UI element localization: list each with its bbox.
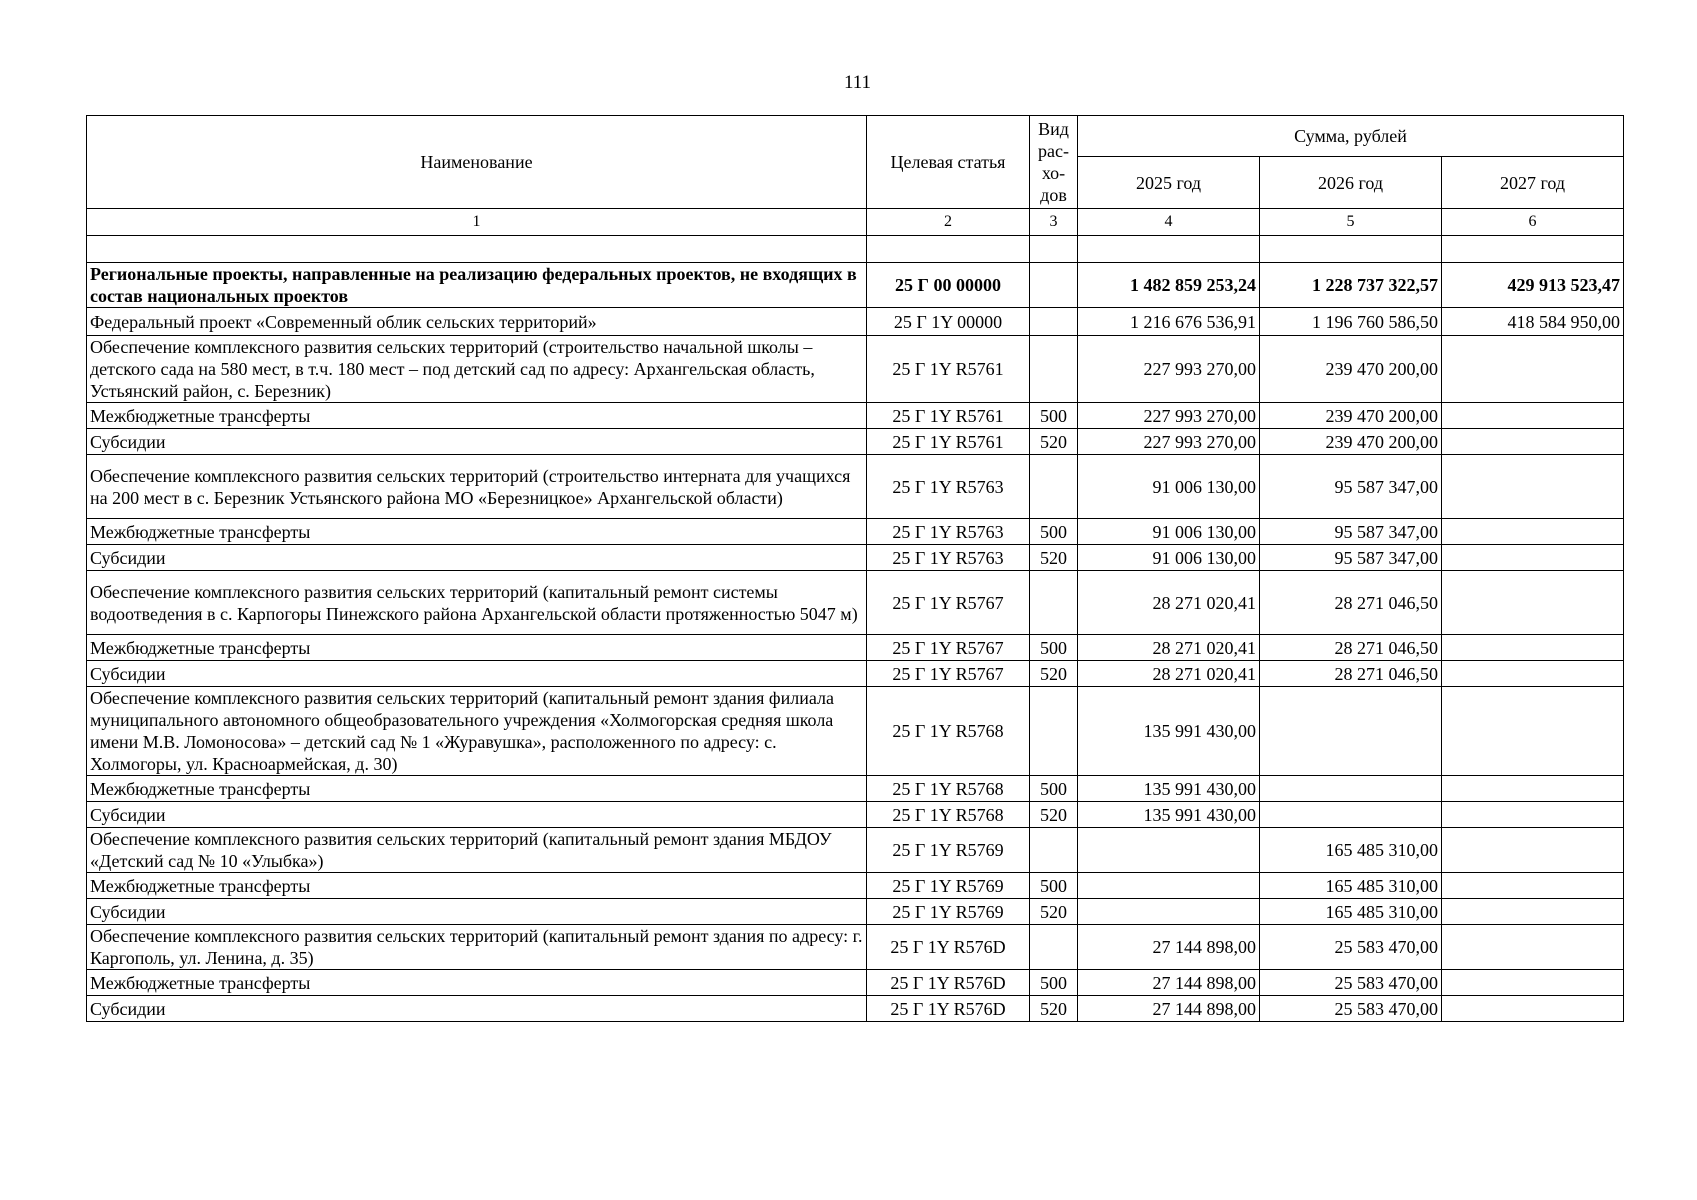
row-expense-type: 500 bbox=[1030, 970, 1078, 996]
row-target-article: 25 Г 1Y R5769 bbox=[867, 873, 1030, 899]
row-sum-2026: 239 470 200,00 bbox=[1260, 336, 1442, 403]
row-sum-2025: 27 144 898,00 bbox=[1078, 996, 1260, 1022]
row-sum-2027 bbox=[1442, 429, 1624, 455]
row-expense-type: 520 bbox=[1030, 802, 1078, 828]
budget-table bbox=[86, 115, 1624, 1022]
row-name: Субсидии bbox=[87, 545, 867, 571]
row-expense-type: 520 bbox=[1030, 661, 1078, 687]
row-sum-2025: 1 216 676 536,91 bbox=[1078, 308, 1260, 336]
table-row bbox=[87, 802, 1624, 828]
row-target-article: 25 Г 1Y R5763 bbox=[867, 545, 1030, 571]
row-name: Межбюджетные трансферты bbox=[87, 776, 867, 802]
row-expense-type bbox=[1030, 687, 1078, 776]
row-expense-type bbox=[1030, 455, 1078, 519]
row-target-article: 25 Г 1Y R5761 bbox=[867, 403, 1030, 429]
row-sum-2027 bbox=[1442, 571, 1624, 635]
row-expense-type bbox=[1030, 571, 1078, 635]
row-name: Обеспечение комплексного развития сельских территорий (капитальный ремонт здания по адресу: г. Каргополь, ул. Ленина, д. 35) bbox=[87, 925, 867, 970]
row-sum-2027 bbox=[1442, 455, 1624, 519]
row-sum-2025: 91 006 130,00 bbox=[1078, 455, 1260, 519]
row-sum-2027 bbox=[1442, 635, 1624, 661]
row-name: Межбюджетные трансферты bbox=[87, 970, 867, 996]
row-expense-type: 500 bbox=[1030, 873, 1078, 899]
row-sum-2026: 165 485 310,00 bbox=[1260, 873, 1442, 899]
row-sum-2026: 239 470 200,00 bbox=[1260, 429, 1442, 455]
table-row bbox=[87, 661, 1624, 687]
blank-cell bbox=[1442, 236, 1624, 263]
row-sum-2026: 28 271 046,50 bbox=[1260, 661, 1442, 687]
blank-cell bbox=[87, 236, 867, 263]
row-expense-type: 520 bbox=[1030, 996, 1078, 1022]
row-target-article: 25 Г 1Y R576D bbox=[867, 996, 1030, 1022]
row-sum-2026 bbox=[1260, 687, 1442, 776]
row-name: Субсидии bbox=[87, 996, 867, 1022]
row-target-article: 25 Г 1Y R5769 bbox=[867, 828, 1030, 873]
row-name: Федеральный проект «Современный облик сельских территорий» bbox=[87, 308, 867, 336]
row-name: Межбюджетные трансферты bbox=[87, 403, 867, 429]
row-expense-type bbox=[1030, 828, 1078, 873]
row-sum-2025: 27 144 898,00 bbox=[1078, 970, 1260, 996]
row-expense-type bbox=[1030, 263, 1078, 308]
row-sum-2026 bbox=[1260, 802, 1442, 828]
row-expense-type: 500 bbox=[1030, 519, 1078, 545]
table-row bbox=[87, 308, 1624, 336]
row-name: Субсидии bbox=[87, 802, 867, 828]
row-sum-2025 bbox=[1078, 873, 1260, 899]
header-target-article: Целевая статья bbox=[867, 116, 1030, 209]
table-row bbox=[87, 571, 1624, 635]
table-body bbox=[87, 263, 1624, 1022]
row-expense-type bbox=[1030, 308, 1078, 336]
row-sum-2027 bbox=[1442, 519, 1624, 545]
row-sum-2025: 227 993 270,00 bbox=[1078, 336, 1260, 403]
row-sum-2026: 95 587 347,00 bbox=[1260, 545, 1442, 571]
row-sum-2026: 95 587 347,00 bbox=[1260, 519, 1442, 545]
column-number: 1 bbox=[87, 209, 867, 236]
column-number: 6 bbox=[1442, 209, 1624, 236]
row-sum-2025: 135 991 430,00 bbox=[1078, 802, 1260, 828]
blank-cell bbox=[1260, 236, 1442, 263]
row-name: Обеспечение комплексного развития сельских территорий (строительство интерната для учащихся на 200 мест в с. Березник Устьянского района МО «Березницкое» Архангельской области) bbox=[87, 455, 867, 519]
row-name: Субсидии bbox=[87, 899, 867, 925]
row-sum-2025: 91 006 130,00 bbox=[1078, 545, 1260, 571]
row-sum-2027 bbox=[1442, 776, 1624, 802]
row-target-article: 25 Г 1Y R5767 bbox=[867, 635, 1030, 661]
blank-cell bbox=[1078, 236, 1260, 263]
row-sum-2026: 1 196 760 586,50 bbox=[1260, 308, 1442, 336]
table-row bbox=[87, 687, 1624, 776]
row-target-article: 25 Г 1Y 00000 bbox=[867, 308, 1030, 336]
row-name: Межбюджетные трансферты bbox=[87, 635, 867, 661]
row-sum-2027 bbox=[1442, 336, 1624, 403]
row-name: Обеспечение комплексного развития сельских территорий (капитальный ремонт здания МБДОУ «Детский сад № 10 «Улыбка») bbox=[87, 828, 867, 873]
blank-cell bbox=[867, 236, 1030, 263]
page-number: 111 bbox=[843, 72, 872, 93]
row-sum-2026: 165 485 310,00 bbox=[1260, 828, 1442, 873]
row-target-article: 25 Г 1Y R5768 bbox=[867, 687, 1030, 776]
row-target-article: 25 Г 1Y R5769 bbox=[867, 899, 1030, 925]
row-expense-type: 500 bbox=[1030, 403, 1078, 429]
row-sum-2027 bbox=[1442, 873, 1624, 899]
header-year-2026: 2026 год bbox=[1260, 157, 1442, 209]
row-target-article: 25 Г 1Y R5763 bbox=[867, 455, 1030, 519]
row-sum-2026: 25 583 470,00 bbox=[1260, 970, 1442, 996]
header-year-2027: 2027 год bbox=[1442, 157, 1624, 209]
row-sum-2025: 135 991 430,00 bbox=[1078, 776, 1260, 802]
row-sum-2026: 25 583 470,00 bbox=[1260, 996, 1442, 1022]
row-expense-type: 520 bbox=[1030, 545, 1078, 571]
row-sum-2025: 135 991 430,00 bbox=[1078, 687, 1260, 776]
row-sum-2025: 227 993 270,00 bbox=[1078, 429, 1260, 455]
row-name: Обеспечение комплексного развития сельских территорий (капитальный ремонт системы водоотведения в с. Карпогоры Пинежского района Архангельской области протяженностью 5047 м) bbox=[87, 571, 867, 635]
row-sum-2027: 418 584 950,00 bbox=[1442, 308, 1624, 336]
row-sum-2026: 28 271 046,50 bbox=[1260, 635, 1442, 661]
row-sum-2025: 28 271 020,41 bbox=[1078, 661, 1260, 687]
header-name: Наименование bbox=[87, 116, 867, 209]
row-sum-2026: 95 587 347,00 bbox=[1260, 455, 1442, 519]
row-sum-2027 bbox=[1442, 925, 1624, 970]
row-sum-2027 bbox=[1442, 403, 1624, 429]
table-row bbox=[87, 899, 1624, 925]
row-expense-type: 500 bbox=[1030, 776, 1078, 802]
header-sum-group: Сумма, рублей bbox=[1078, 116, 1624, 157]
row-target-article: 25 Г 1Y R5768 bbox=[867, 802, 1030, 828]
table-row bbox=[87, 519, 1624, 545]
row-sum-2027 bbox=[1442, 802, 1624, 828]
table-header bbox=[87, 116, 1624, 263]
blank-row bbox=[87, 236, 1624, 263]
row-target-article: 25 Г 1Y R5768 bbox=[867, 776, 1030, 802]
row-target-article: 25 Г 1Y R5767 bbox=[867, 661, 1030, 687]
table-row bbox=[87, 925, 1624, 970]
row-sum-2025 bbox=[1078, 828, 1260, 873]
table-row bbox=[87, 996, 1624, 1022]
table-row bbox=[87, 873, 1624, 899]
row-target-article: 25 Г 00 00000 bbox=[867, 263, 1030, 308]
row-sum-2026: 239 470 200,00 bbox=[1260, 403, 1442, 429]
table-row bbox=[87, 336, 1624, 403]
row-target-article: 25 Г 1Y R576D bbox=[867, 925, 1030, 970]
header-expense-type: Вид рас-хо-дов bbox=[1030, 116, 1078, 209]
row-name: Межбюджетные трансферты bbox=[87, 519, 867, 545]
row-target-article: 25 Г 1Y R576D bbox=[867, 970, 1030, 996]
row-sum-2027 bbox=[1442, 996, 1624, 1022]
row-sum-2025: 91 006 130,00 bbox=[1078, 519, 1260, 545]
row-sum-2027 bbox=[1442, 828, 1624, 873]
column-number: 3 bbox=[1030, 209, 1078, 236]
row-sum-2027 bbox=[1442, 687, 1624, 776]
row-name: Обеспечение комплексного развития сельских территорий (капитальный ремонт здания филиала муниципального автономного общеобразовательного учреждения «Холмогорская средняя школа имени М.В. Ломоносова» – детский сад № 1 «Журавушка», расположенного по адресу: с. Холмогоры, ул. Красноармейская, д. 30) bbox=[87, 687, 867, 776]
table-row bbox=[87, 403, 1624, 429]
row-sum-2026: 1 228 737 322,57 bbox=[1260, 263, 1442, 308]
row-expense-type: 520 bbox=[1030, 429, 1078, 455]
table-row bbox=[87, 455, 1624, 519]
row-name: Региональные проекты, направленные на реализацию федеральных проектов, не входящих в состав национальных проектов bbox=[87, 263, 867, 308]
row-name: Обеспечение комплексного развития сельских территорий (строительство начальной школы – детского сада на 580 мест, в т.ч. 180 мест – под детский сад по адресу: Архангельская область, Устьянский район, с. Березник) bbox=[87, 336, 867, 403]
table-row bbox=[87, 828, 1624, 873]
row-name: Межбюджетные трансферты bbox=[87, 873, 867, 899]
row-sum-2025: 28 271 020,41 bbox=[1078, 571, 1260, 635]
table-row bbox=[87, 776, 1624, 802]
row-sum-2025: 227 993 270,00 bbox=[1078, 403, 1260, 429]
table-row bbox=[87, 429, 1624, 455]
row-sum-2025: 1 482 859 253,24 bbox=[1078, 263, 1260, 308]
row-sum-2026: 165 485 310,00 bbox=[1260, 899, 1442, 925]
row-expense-type bbox=[1030, 925, 1078, 970]
table-row bbox=[87, 263, 1624, 308]
column-number-row bbox=[87, 209, 1624, 236]
blank-cell bbox=[1030, 236, 1078, 263]
row-sum-2027 bbox=[1442, 970, 1624, 996]
row-sum-2025: 27 144 898,00 bbox=[1078, 925, 1260, 970]
row-sum-2025: 28 271 020,41 bbox=[1078, 635, 1260, 661]
row-sum-2027 bbox=[1442, 899, 1624, 925]
table-row bbox=[87, 635, 1624, 661]
header-year-2025: 2025 год bbox=[1078, 157, 1260, 209]
row-expense-type: 500 bbox=[1030, 635, 1078, 661]
row-expense-type: 520 bbox=[1030, 899, 1078, 925]
row-sum-2027: 429 913 523,47 bbox=[1442, 263, 1624, 308]
row-sum-2025 bbox=[1078, 899, 1260, 925]
row-sum-2026: 25 583 470,00 bbox=[1260, 925, 1442, 970]
row-name: Субсидии bbox=[87, 429, 867, 455]
table-row bbox=[87, 545, 1624, 571]
column-number: 4 bbox=[1078, 209, 1260, 236]
row-target-article: 25 Г 1Y R5767 bbox=[867, 571, 1030, 635]
row-sum-2026 bbox=[1260, 776, 1442, 802]
column-number: 2 bbox=[867, 209, 1030, 236]
table-row bbox=[87, 970, 1624, 996]
row-target-article: 25 Г 1Y R5761 bbox=[867, 336, 1030, 403]
row-target-article: 25 Г 1Y R5761 bbox=[867, 429, 1030, 455]
row-sum-2027 bbox=[1442, 661, 1624, 687]
column-number: 5 bbox=[1260, 209, 1442, 236]
row-name: Субсидии bbox=[87, 661, 867, 687]
row-target-article: 25 Г 1Y R5763 bbox=[867, 519, 1030, 545]
row-sum-2026: 28 271 046,50 bbox=[1260, 571, 1442, 635]
row-sum-2027 bbox=[1442, 545, 1624, 571]
row-expense-type bbox=[1030, 336, 1078, 403]
